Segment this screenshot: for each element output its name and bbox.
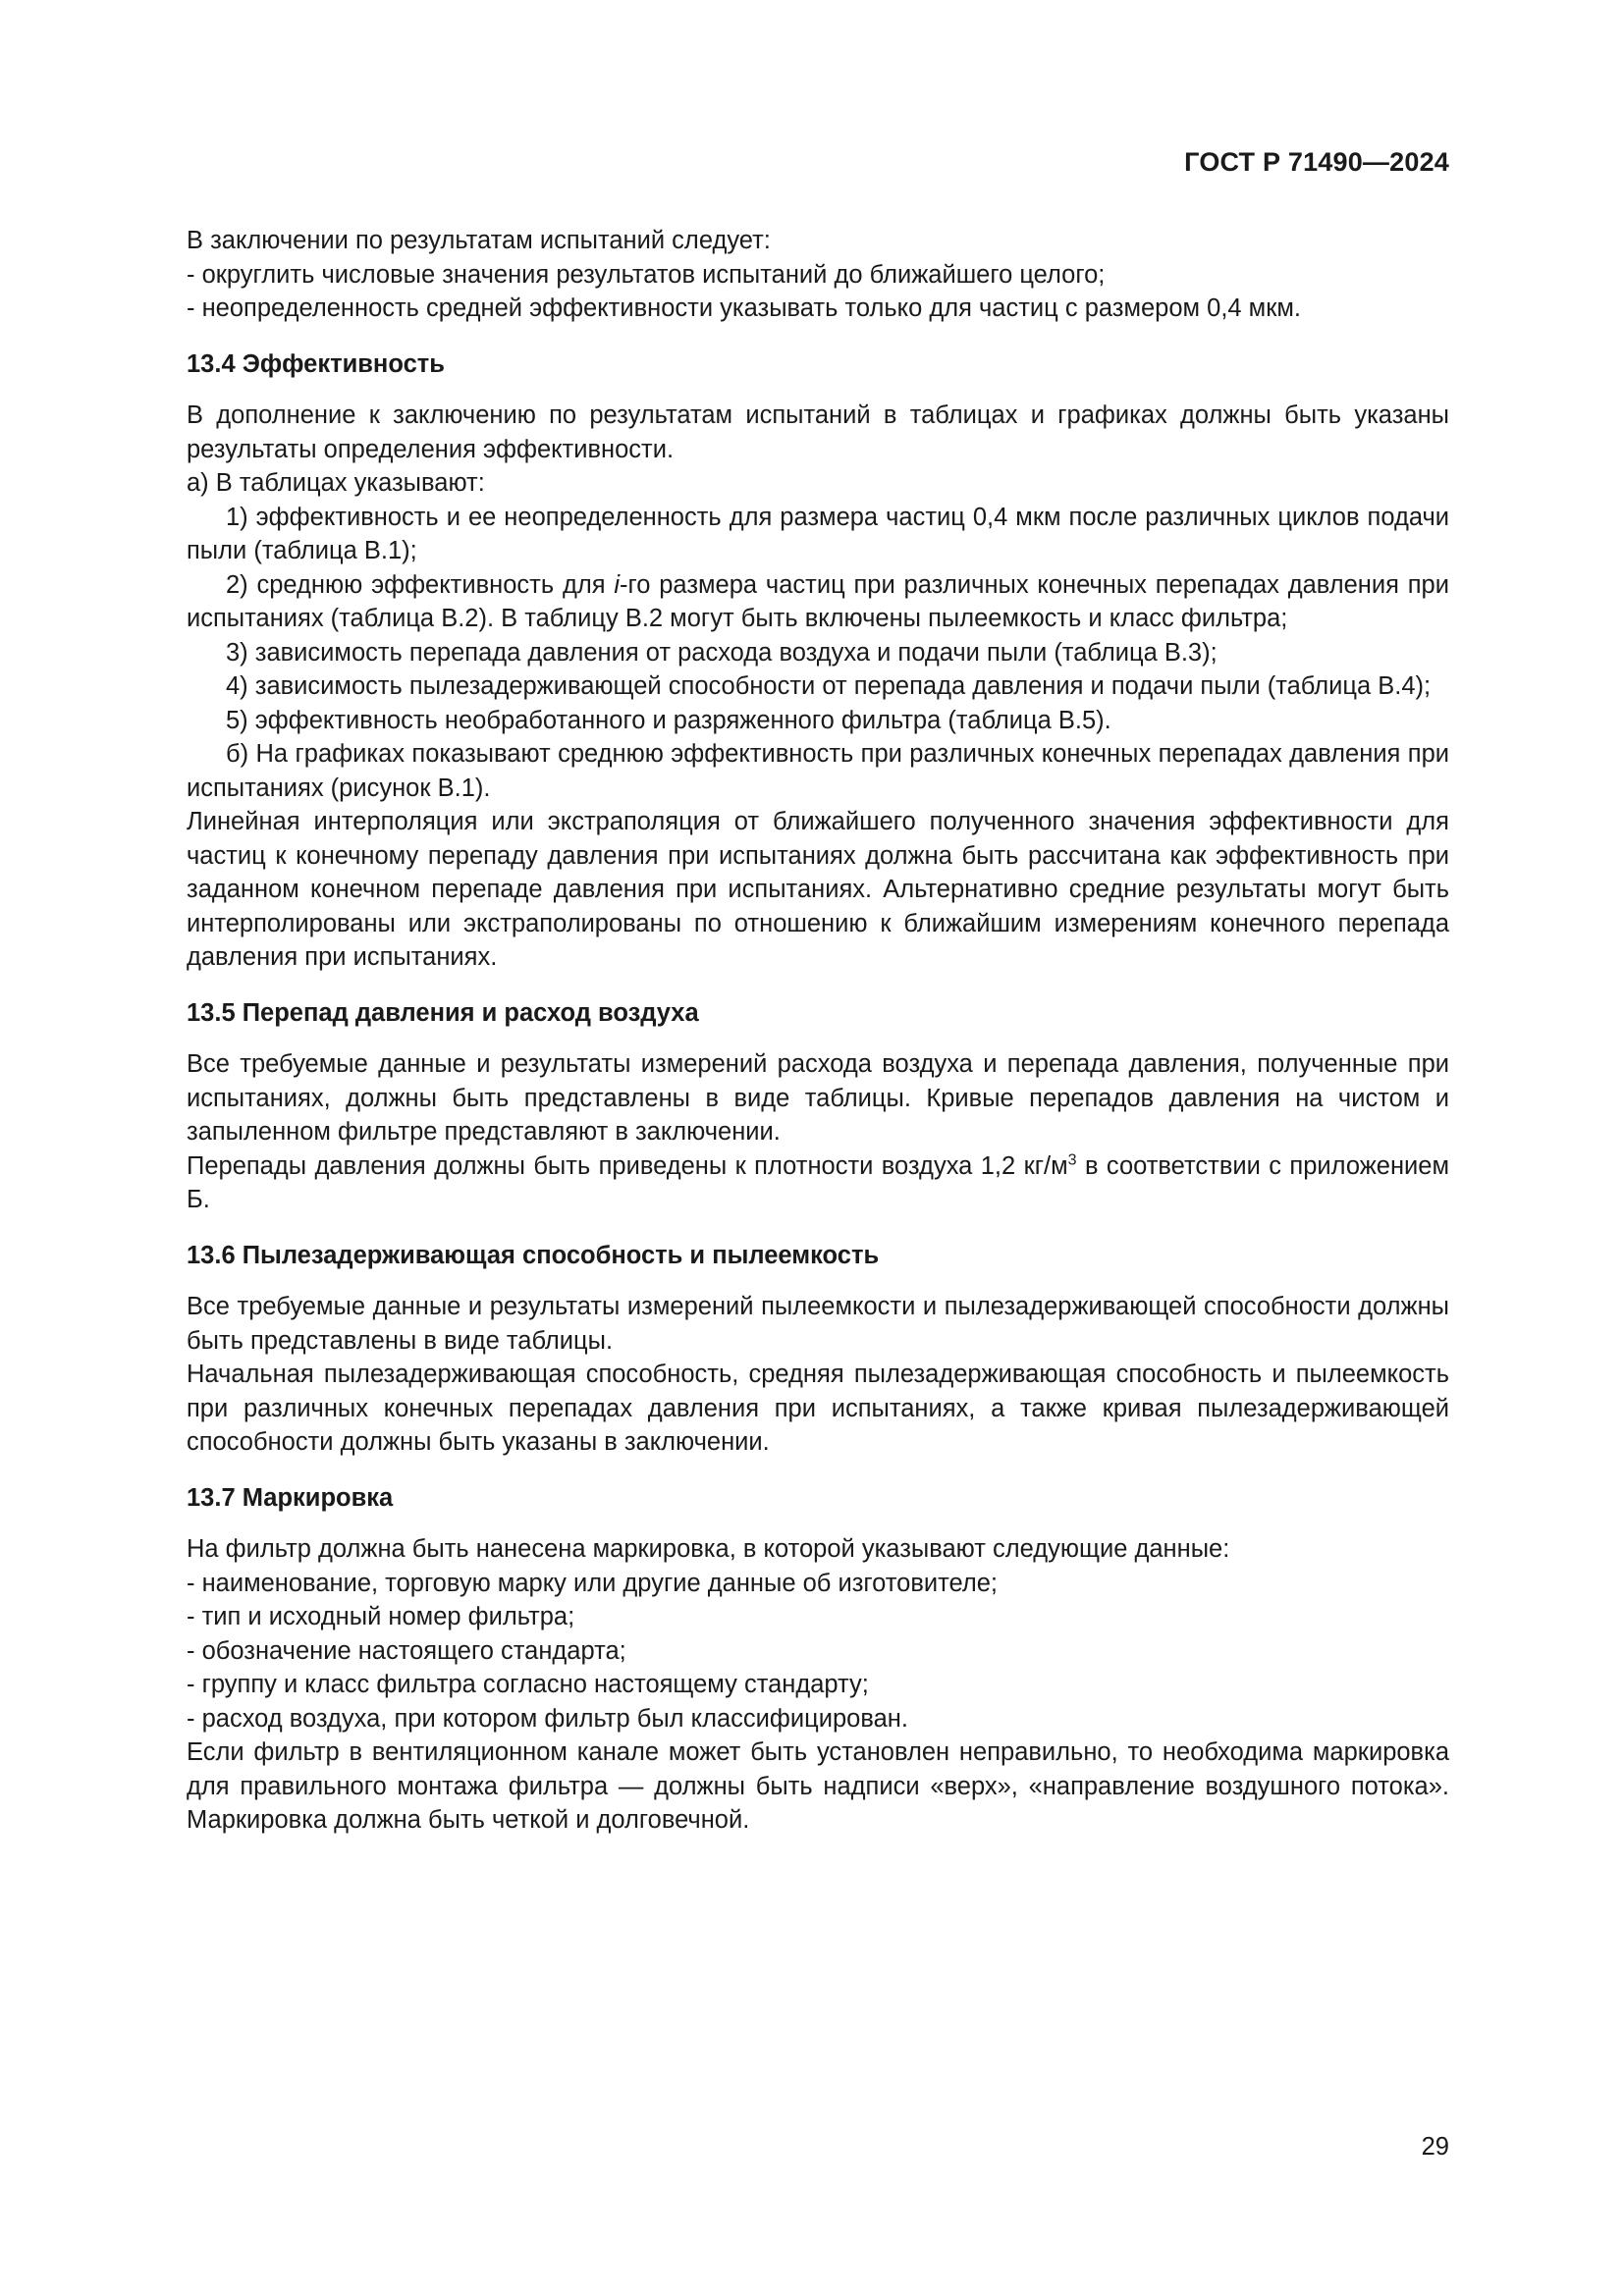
paragraph: Начальная пылезадерживающая способность, средняя пылезадерживающая способность и пылеемкость при различных конечных перепадах давления при испытаниях, а также кривая пылезадерживающей способности должны быть указаны в заключении. [187,1361,1449,1456]
numbered-item-4: 4) зависимость пылезадерживающей способности от перепада давления и подачи пыли (таблица В.4); [226,672,1432,700]
page-number: 29 [1421,2133,1449,2161]
list-label-b: б) На графиках показывают среднюю эффективность при различных конечных перепадах давления при испытаниях (рисунок В.1). [187,740,1449,802]
numbered-item-5: 5) эффективность необработанного и разряженного фильтра (таблица В.5). [226,706,1111,734]
marking-item: - наименование, торговую марку или другие данные об изготовителе; [187,1569,998,1597]
document-body [187,224,1449,1838]
marking-item: - тип и исходный номер фильтра; [187,1603,575,1630]
list-label-a: а) В таблицах указывают: [187,469,485,497]
numbered-item-3: 3) зависимость перепада давления от расхода воздуха и подачи пыли (таблица В.3); [226,638,1218,667]
intro-item: - неопределенность средней эффективности указывать только для частиц с размером 0,4 мкм. [187,294,1301,322]
paragraph: В дополнение к заключению по результатам испытаний в таблицах и графиках должны быть указаны результаты определения эффективности. [187,401,1449,463]
paragraph: Все требуемые данные и результаты измерений пылеемкости и пылезадерживающей способности должны быть представлены в виде таблицы. [187,1293,1449,1355]
paragraph: Линейная интерполяция или экстраполяция от ближайшего полученного значения эффективности для частиц к конечному перепаду давления при испытаниях должна быть рассчитана как эффективность при заданном конечном перепаде давления при испытаниях. Альтернативно средние результаты могут быть интерполированы или экстраполированы по отношению к ближайшим измерениям конечного перепада давления при испытаниях. [187,808,1449,971]
marking-item: - обозначение настоящего стандарта; [187,1636,626,1665]
section-heading-13-6: 13.6 Пылезадерживающая способность и пылеемкость [187,1241,880,1269]
marking-item: - группу и класс фильтра согласно настоящему стандарту; [187,1671,869,1698]
section-heading-13-7: 13.7 Маркировка [187,1483,394,1512]
section-heading-13-5: 13.5 Перепад давления и расход воздуха [187,998,699,1027]
marking-lead: На фильтр должна быть нанесена маркировка, в которой указывают следующие данные: [187,1535,1230,1563]
paragraph: Все требуемые данные и результаты измерений расхода воздуха и перепада давления, полученные при испытаниях, должны быть представлены в виде таблицы. Кривые перепадов давления на чистом и запыленном фильтре представляют в заключении. [187,1050,1449,1146]
numbered-item-2: 2) среднюю эффективность для i-го размера частиц при различных конечных перепадах давления при испытаниях (таблица В.2). В таблицу В.2 могут быть включены пылеемкость и класс фильтра; [187,570,1449,632]
paragraph: Перепады давления должны быть приведены к плотности воздуха 1,2 $кг/м^3$ в соответствии с приложением Б. [187,1151,1449,1213]
section-heading-13-4: 13.4 Эффективность [187,349,445,378]
document-header: ГОСТ Р 71490—2024 [1184,147,1449,177]
paragraph: Если фильтр в вентиляционном канале может быть установлен неправильно, то необходима маркировка для правильного монтажа фильтра — должны быть надписи «верх», «направление воздушного потока». Маркировка должна быть четкой и долговечной. [187,1738,1449,1834]
intro-item: - округлить числовые значения результатов испытаний до ближайшего целого; [187,260,1106,289]
marking-item: - расход воздуха, при котором фильтр был классифицирован. [187,1704,908,1733]
intro-lead: В заключении по результатам испытаний следует: [187,227,771,254]
numbered-item-1: 1) эффективность и ее неопределенность для размера частиц 0,4 мкм после различных циклов подачи пыли (таблица В.1); [187,503,1449,564]
